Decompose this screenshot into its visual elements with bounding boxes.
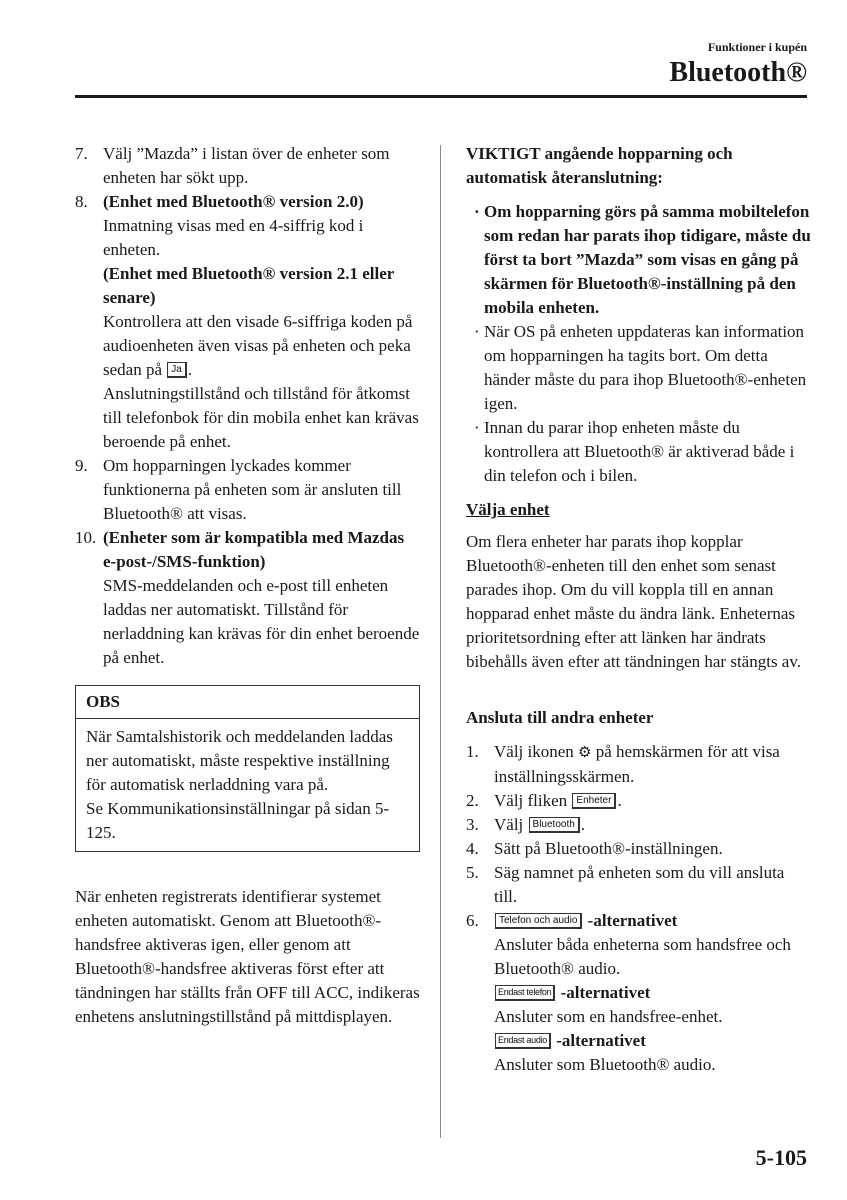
right-column (466, 142, 811, 1077)
step-number: 6. (466, 911, 479, 930)
item-text: Inmatning visas med en 4-siffrig kod i enheten. (103, 216, 364, 259)
step-5 (466, 861, 811, 909)
endast-telefon-button-graphic: Endast telefon (495, 985, 555, 1001)
list-item-9 (75, 454, 420, 526)
item-text: Kontrollera att den visade 6-siffriga koden på audioenheten även visas på enheten och peka sedan på Ja . (103, 312, 413, 379)
step-text: Välj Bluetooth . (494, 815, 586, 834)
step-text: Säg namnet på enheten som du vill ansluta till. (494, 863, 785, 906)
step-3 (466, 813, 811, 837)
note-text: När Samtalshistorik och meddelanden laddas ner automatiskt, måste respektive inställning för automatisk nerladdning vara på. (86, 727, 393, 794)
important-heading: VIKTIGT angående hopparning och automatisk återanslutning: (466, 144, 733, 187)
item-text: SMS-meddelanden och e-post till enheten laddas ner automatiskt. Tillstånd för nerladdning kan krävas för din enhet beroende på enhet. (103, 576, 420, 667)
settings-gear-icon: ⚙ (578, 745, 592, 761)
option-text: Ansluter båda enheterna som handsfree och Bluetooth® audio. (494, 935, 791, 978)
item-number: 8. (75, 192, 88, 211)
section-heading-select-device: Välja enhet (466, 500, 550, 519)
list-item-8 (75, 190, 420, 454)
header-rule (75, 95, 807, 98)
running-header-section: Funktioner i kupén (707, 40, 807, 54)
bullet-mark: · (474, 322, 480, 341)
bluetooth-button-graphic: Bluetooth (529, 817, 580, 833)
note-reference: Se Kommunikationsinställningar på sidan 5-125. (86, 799, 390, 842)
page-title: Bluetooth® (669, 57, 807, 88)
item-text: Om hopparningen lyckades kommer funktionerna på enheten som är ansluten till Bluetooth® att visas. (103, 456, 402, 523)
endast-audio-button-graphic: Endast audio (495, 1033, 551, 1049)
option-line: Endast telefon -alternativet (494, 981, 811, 1005)
bullet-mark: · (474, 418, 480, 437)
bullet-text: Innan du parar ihop enheten måste du kontrollera att Bluetooth® är aktiverad både i din telefon och i bilen. (484, 418, 795, 485)
bullet-text: Om hopparning görs på samma mobiltelefon som redan har parats ihop tidigare, måste du först ta bort ”Mazda” som visas en gång på skärmen för Bluetooth®-inställning på den mobila enheten. (484, 202, 811, 317)
item-number: 7. (75, 144, 88, 163)
bullet-item (474, 416, 811, 488)
option-text: Ansluter som Bluetooth® audio. (494, 1055, 716, 1074)
option-text: Ansluter som en handsfree-enhet. (494, 1007, 723, 1026)
note-box (75, 685, 420, 852)
telefon-och-audio-button-graphic: Telefon och audio (495, 913, 582, 929)
item-text: Anslutningstillstånd och tillstånd för åtkomst till telefonbok för din mobila enhet kan krävas beroende på enhet. (103, 384, 419, 451)
step-1 (466, 740, 811, 789)
step-6 (466, 909, 811, 1077)
step-text: Sätt på Bluetooth®-inställningen. (494, 839, 723, 858)
bullet-text: När OS på enheten uppdateras kan information om hopparningen ha tagits bort. Om detta händer måste du para ihop Bluetooth®-enheten igen. (484, 322, 807, 413)
body-paragraph: Om flera enheter har parats ihop kopplar Bluetooth®-enheten till den enhet som senast parades ihop. Om du vill koppla till en annan hopparad enhet måste du ändra länk. Enheternas prioritetsordning efter att länken har ändrats bibehålls även efter att tändningen har stängts av. (466, 532, 802, 671)
step-2 (466, 789, 811, 813)
page-number: 5-105 (755, 1145, 807, 1170)
option-line: Endast audio -alternativet (494, 1029, 811, 1053)
bullet-mark: · (474, 202, 480, 221)
item-subheading: (Enhet med Bluetooth® version 2.1 eller senare) (103, 264, 394, 307)
step-4 (466, 837, 811, 861)
step-text: Välj fliken Enheter . (494, 791, 622, 810)
item-subheading: (Enheter som är kompatibla med Mazdas e-post-/SMS-funktion) (103, 528, 405, 571)
column-divider (440, 145, 441, 1138)
note-heading: OBS (76, 686, 419, 719)
step-number: 3. (466, 815, 479, 834)
item-number: 9. (75, 456, 88, 475)
left-column (75, 142, 420, 1029)
list-item-10 (75, 526, 420, 670)
list-item-7 (75, 142, 420, 190)
step-number: 2. (466, 791, 479, 810)
bullet-item (474, 200, 811, 320)
section-heading-connect-other: Ansluta till andra enheter (466, 708, 654, 727)
item-text: Välj ”Mazda” i listan över de enheter som enheten har sökt upp. (103, 144, 390, 187)
bullet-item (474, 320, 811, 416)
item-subheading: (Enhet med Bluetooth® version 2.0) (103, 192, 364, 211)
option-line: Telefon och audio -alternativet (494, 909, 811, 933)
ja-button-graphic: Ja (167, 362, 187, 378)
step-number: 5. (466, 863, 479, 882)
body-paragraph: När enheten registrerats identifierar systemet enheten automatiskt. Genom att Bluetooth®-handsfree aktiveras igen, eller genom att Bluetooth®-handsfree aktiveras först efter att tändningen har ställts från OFF till ACC, indikeras enhetens anslutningstillstånd på mittdisplayen. (75, 887, 420, 1026)
enheter-tab-graphic: Enheter (572, 793, 616, 809)
step-text: Välj ikonen ⚙ på hemskärmen för att visa inställningsskärmen. (494, 742, 780, 786)
item-number: 10. (75, 528, 97, 547)
step-number: 4. (466, 839, 479, 858)
step-number: 1. (466, 742, 479, 761)
